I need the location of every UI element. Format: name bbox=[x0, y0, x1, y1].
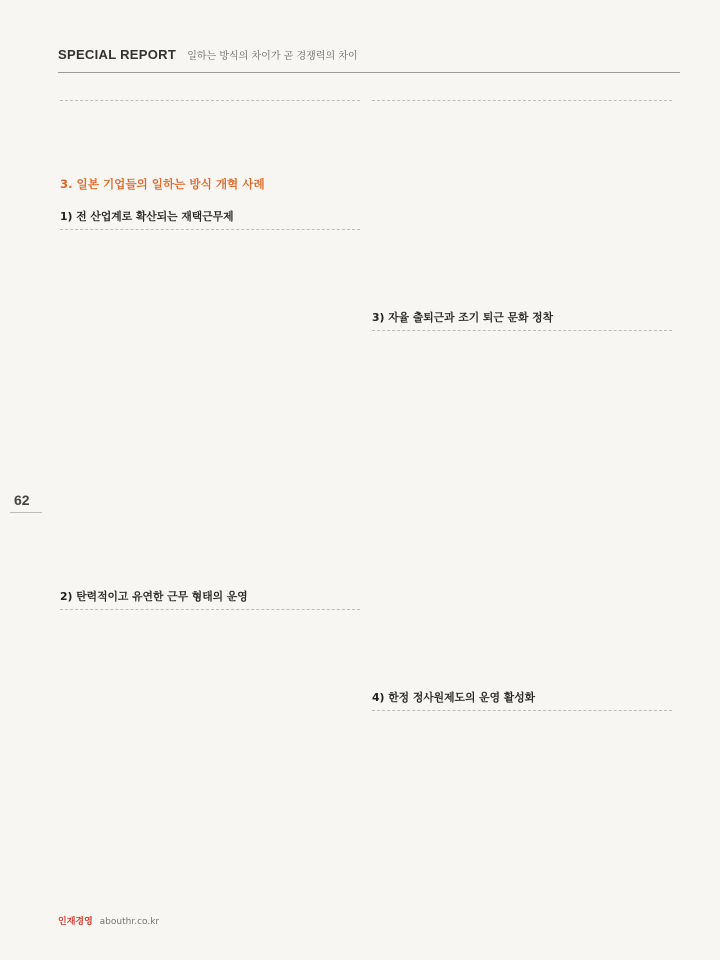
subheading-flexible-work: 2) 탄력적이고 유연한 근무 형태의 운영 bbox=[60, 589, 248, 603]
paragraph-self-commute bbox=[372, 330, 672, 671]
subheading-limited-regular: 4) 한정 정사원제도의 운영 활성화 bbox=[372, 690, 536, 704]
paragraph-continued bbox=[372, 100, 672, 291]
paragraph-limited-regular bbox=[372, 710, 672, 824]
subheading-telework: 1) 전 산업계로 확산되는 재택근무제 bbox=[60, 209, 234, 223]
subheading-self-commute: 3) 자율 출퇴근과 조기 퇴근 문화 정착 bbox=[372, 311, 554, 324]
section-heading: 3. 일본 기업들의 일하는 방식 개혁 사례 bbox=[60, 177, 265, 191]
intro-paragraph bbox=[60, 100, 360, 155]
left-column bbox=[60, 100, 360, 800]
right-column bbox=[372, 100, 672, 824]
paragraph-flexible-work bbox=[60, 609, 360, 800]
page-number-rule bbox=[10, 512, 42, 513]
footer-url: abouthr.co.kr bbox=[99, 917, 160, 927]
page-footer bbox=[58, 914, 159, 927]
footer-brand: 인재경영 bbox=[58, 917, 93, 927]
section-label: SPECIAL REPORT bbox=[58, 47, 177, 62]
section-subtitle: 일하는 방식의 차이가 곧 경쟁력의 차이 bbox=[187, 51, 358, 62]
page-number: 62 bbox=[14, 492, 30, 508]
running-header bbox=[58, 44, 680, 68]
header-rule bbox=[58, 72, 680, 73]
paragraph-telework bbox=[60, 229, 360, 570]
